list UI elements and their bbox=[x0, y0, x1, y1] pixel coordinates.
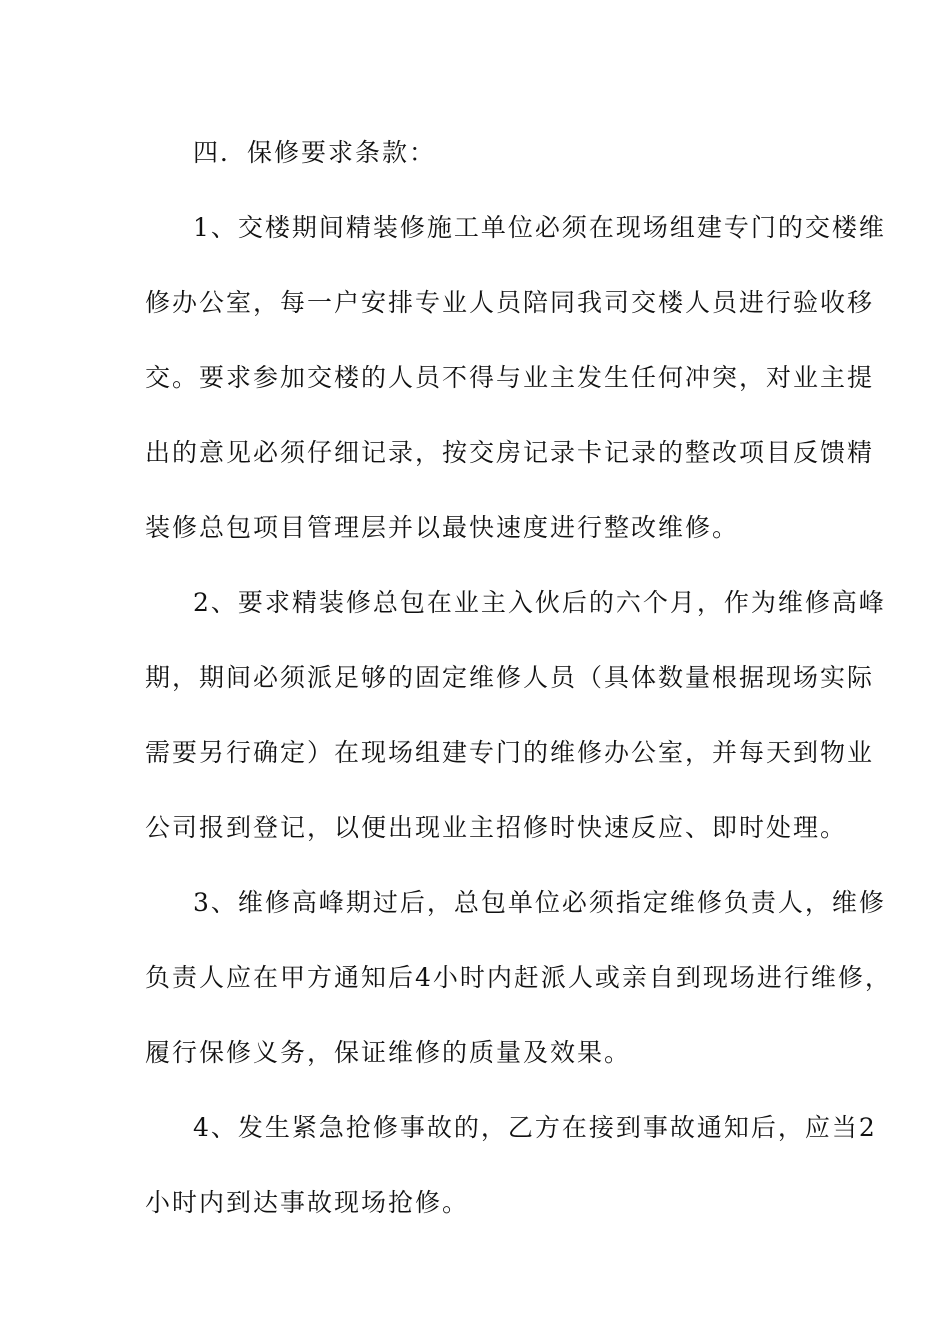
clause-3-line-1: 3、维修高峰期过后，总包单位必须指定维修负责人，维修 bbox=[193, 888, 886, 917]
clause-2-line-4: 公司报到登记，以便出现业主招修时快速反应、即时处理。 bbox=[145, 813, 848, 842]
section-heading: 四．保修要求条款： bbox=[193, 138, 437, 167]
clause-1-line-1: 1、交楼期间精装修施工单位必须在现场组建专门的交楼维 bbox=[193, 213, 886, 242]
clause-1-line-5: 装修总包项目管理层并以最快速度进行整改维修。 bbox=[145, 513, 740, 542]
clause-3-line-2: 负责人应在甲方通知后4小时内赶派人或亲自到现场进行维修， bbox=[145, 963, 892, 992]
clause-2-line-1: 2、要求精装修总包在业主入伙后的六个月，作为维修高峰 bbox=[193, 588, 886, 617]
clause-3-line-3: 履行保修义务，保证维修的质量及效果。 bbox=[145, 1038, 632, 1067]
clause-1-line-4: 出的意见必须仔细记录，按交房记录卡记录的整改项目反馈精 bbox=[145, 438, 875, 467]
clause-4-line-1: 4、发生紧急抢修事故的，乙方在接到事故通知后，应当2 bbox=[193, 1113, 877, 1142]
clause-2-line-3: 需要另行确定）在现场组建专门的维修办公室，并每天到物业 bbox=[145, 738, 875, 767]
clause-2-line-2: 期，期间必须派足够的固定维修人员（具体数量根据现场实际 bbox=[145, 663, 875, 692]
clause-4-line-2: 小时内到达事故现场抢修。 bbox=[145, 1188, 470, 1217]
clause-1-line-3: 交。要求参加交楼的人员不得与业主发生任何冲突，对业主提 bbox=[145, 363, 875, 392]
clause-1-line-2: 修办公室，每一户安排专业人员陪同我司交楼人员进行验收移 bbox=[145, 288, 875, 317]
